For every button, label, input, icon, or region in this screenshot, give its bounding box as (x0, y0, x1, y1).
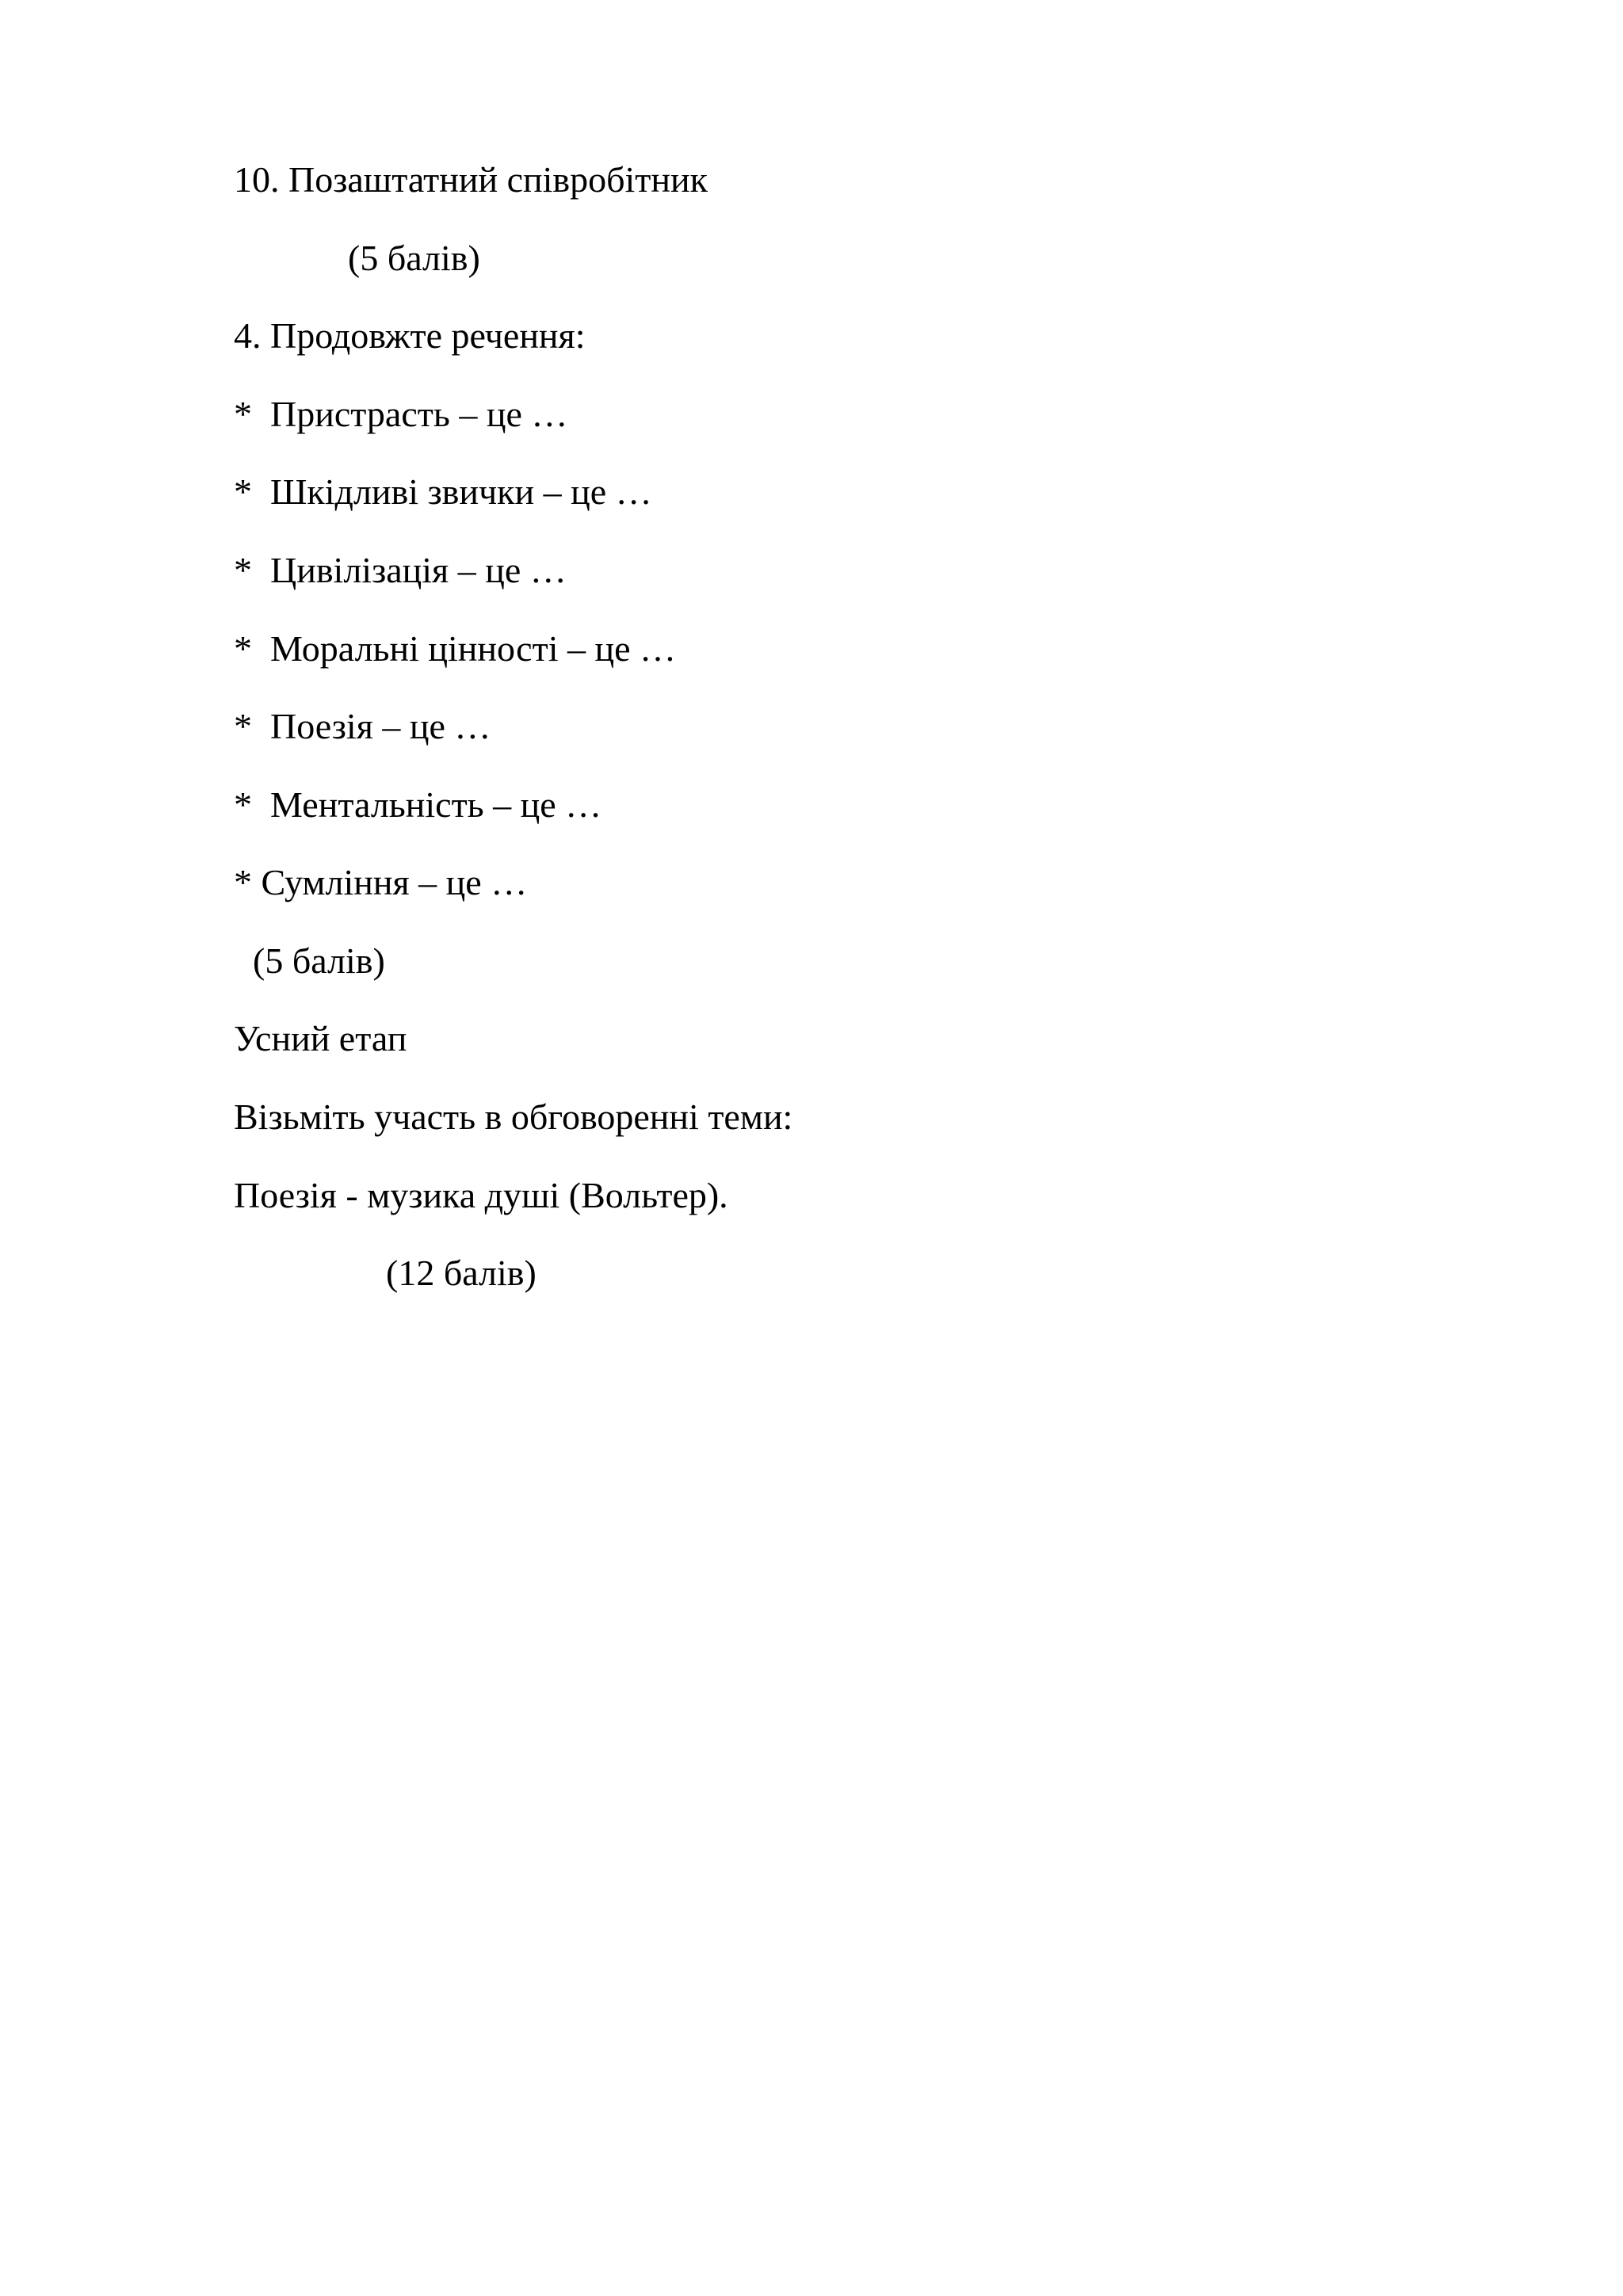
list-item: * Шкідливі звички – це … (234, 471, 652, 512)
score-note: (5 балів) (253, 940, 385, 981)
list-item: * Ментальність – це … (234, 784, 602, 825)
list-item: * Поезія – це … (234, 706, 491, 746)
task-heading: 4. Продовжте речення: (234, 315, 586, 356)
task-heading: Візьміть участь в обговоренні теми: (234, 1097, 793, 1137)
list-item: * Сумління – це … (234, 862, 528, 902)
score-note: (12 балів) (386, 1253, 537, 1293)
list-item: * Цивілізація – це … (234, 550, 567, 590)
document-line: 10. Позаштатний співробітник (234, 159, 708, 200)
score-note: (5 балів) (348, 238, 480, 278)
list-item: * Моральні цінності – це … (234, 628, 677, 669)
list-item: * Пристрасть – це … (234, 394, 568, 434)
section-heading: Усний етап (234, 1018, 407, 1058)
discussion-topic: Поезія - музика душі (Вольтер). (234, 1175, 728, 1215)
